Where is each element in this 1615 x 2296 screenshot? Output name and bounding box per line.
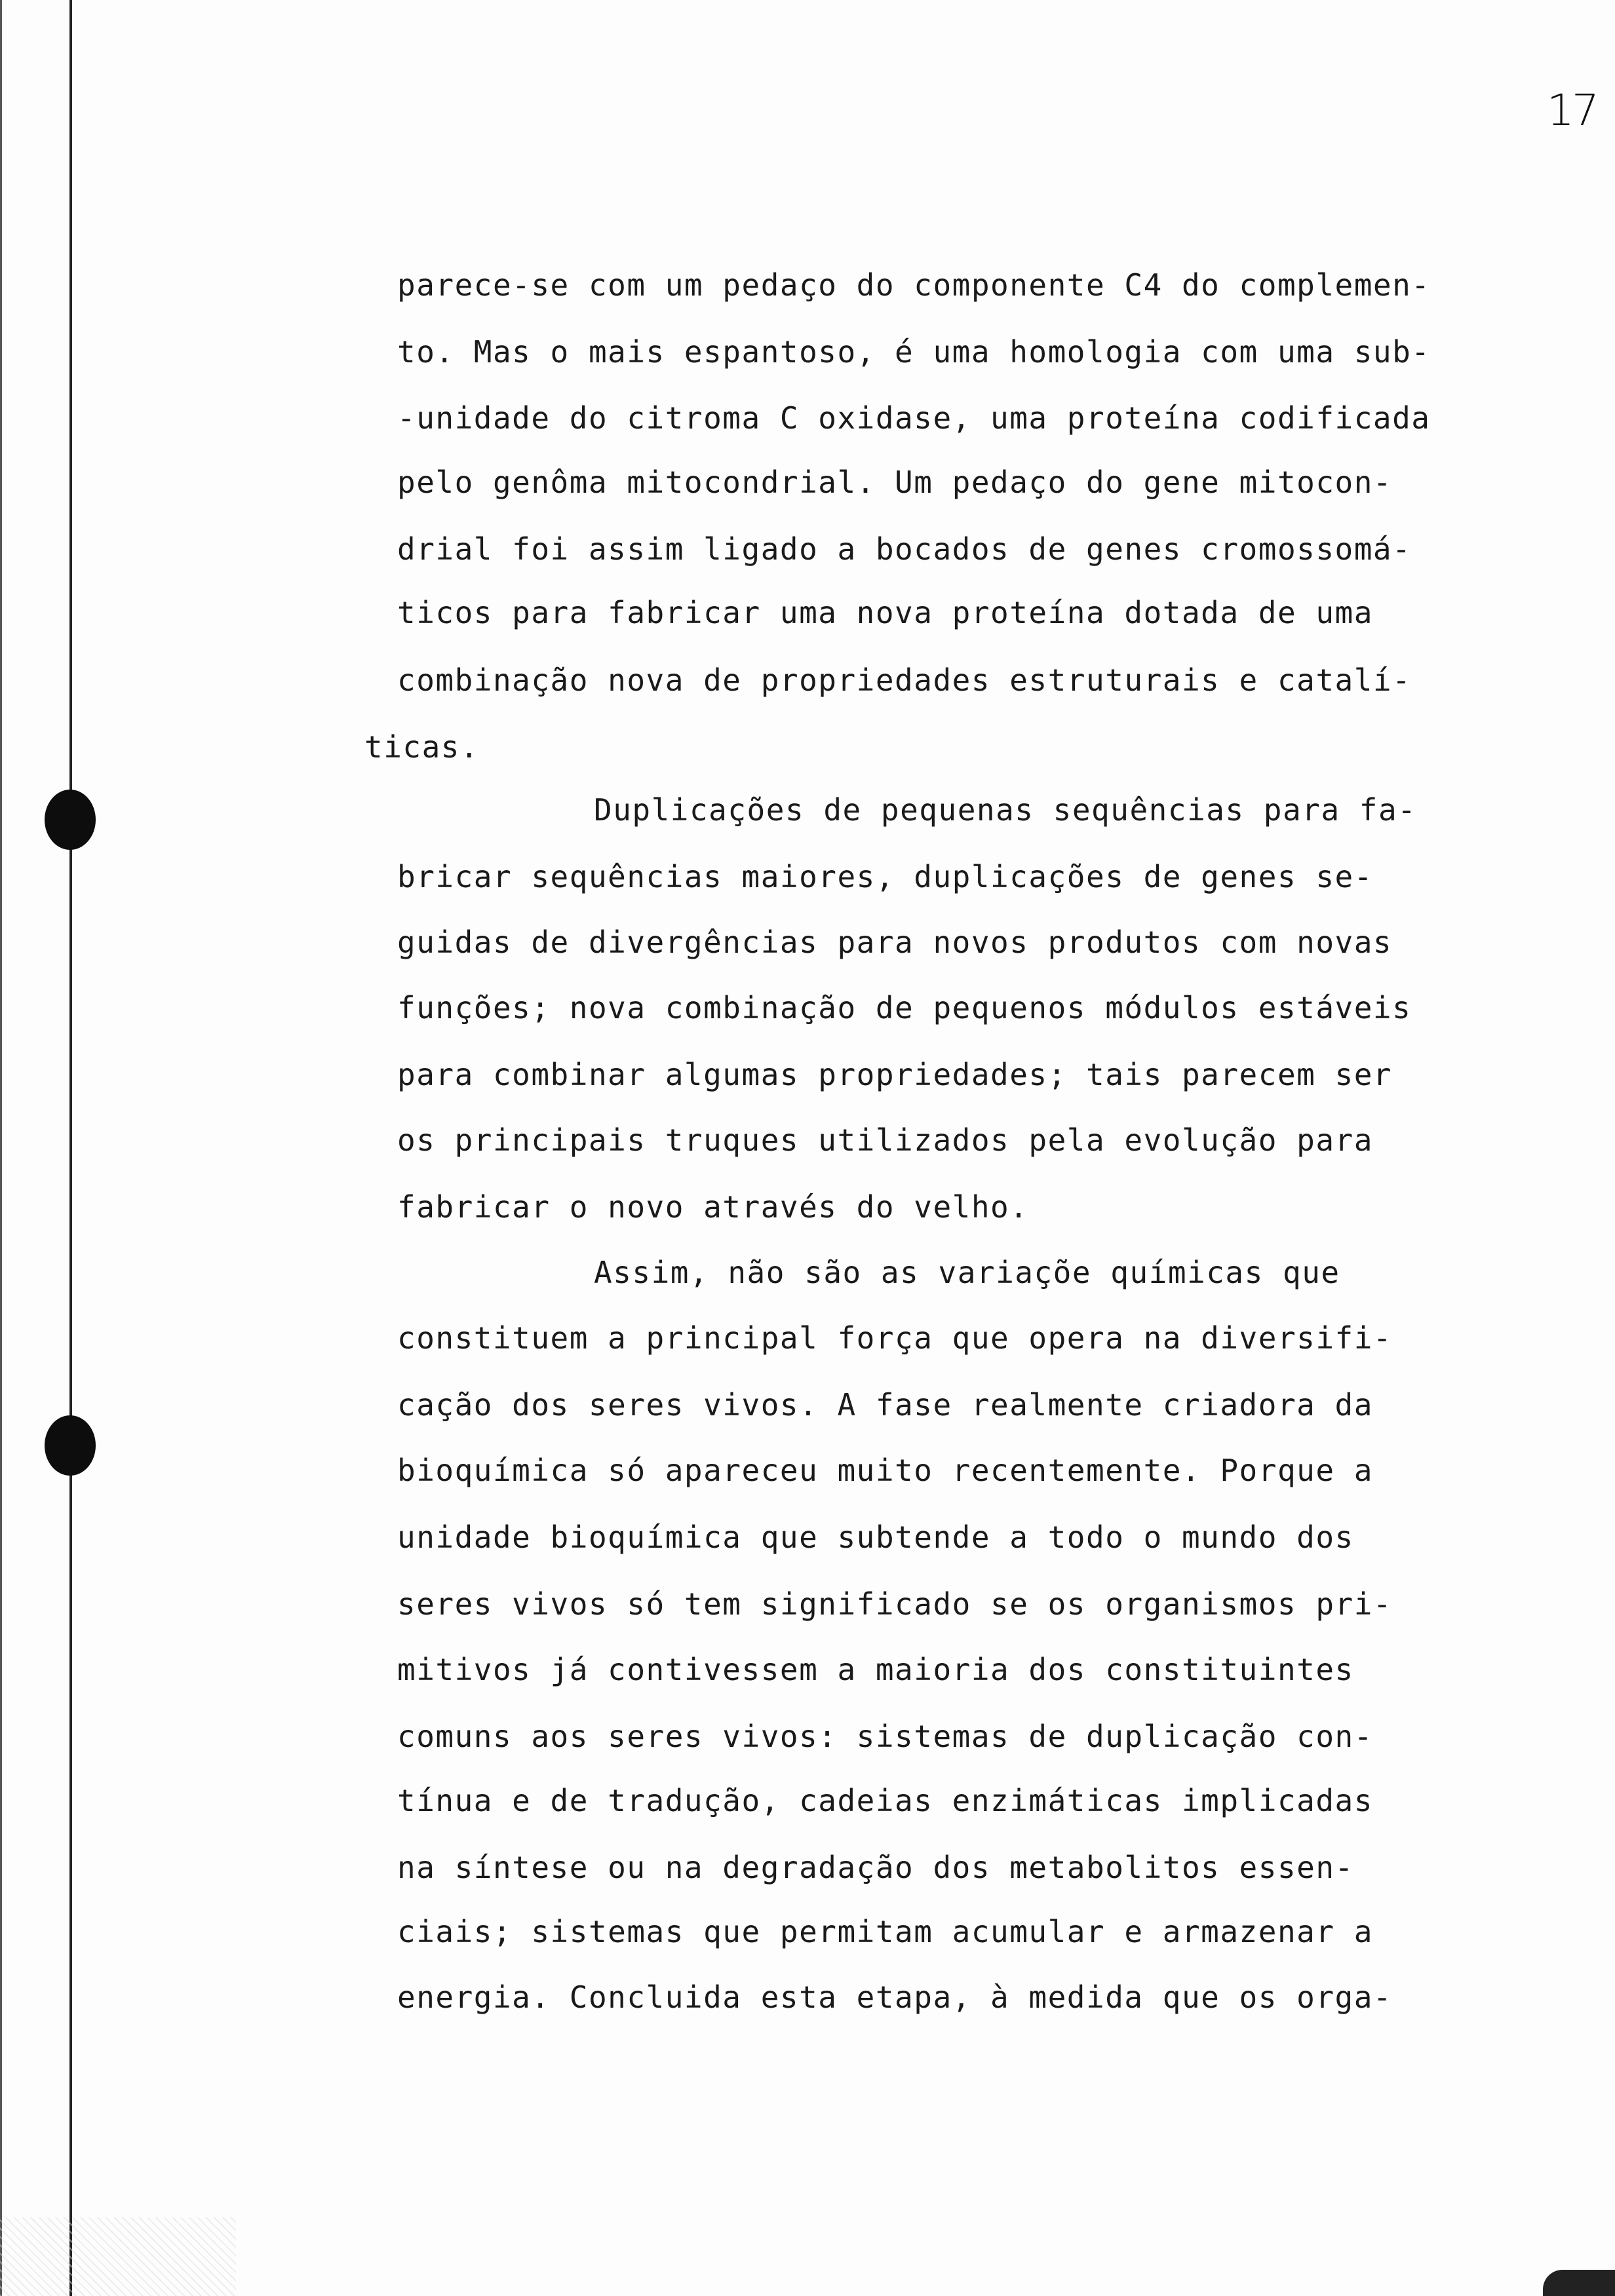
text-line: constituem a principal força que opera na diversifi- <box>397 1320 1393 1356</box>
page-number: 17 <box>1547 85 1597 136</box>
scan-corner-shadow <box>1543 2270 1615 2296</box>
paragraph-start: Assim, não são as variaçõe químicas que <box>594 1255 1340 1290</box>
scan-noise <box>0 2217 236 2296</box>
text-line: pelo genôma mitocondrial. Um pedaço do gene mitocon- <box>397 465 1393 500</box>
text-line: energia. Concluida esta etapa, à medida que os orga- <box>397 1980 1393 2015</box>
text-line: unidade bioquímica que subtende a todo o mundo dos <box>397 1520 1354 1555</box>
text-line: ticas. <box>364 729 480 765</box>
text-line: seres vivos só tem significado se os organismos pri- <box>397 1586 1393 1622</box>
margin-line <box>69 0 72 2296</box>
text-line: to. Mas o mais espantoso, é uma homologia com uma sub- <box>397 334 1431 370</box>
text-line: -unidade do citroma C oxidase, uma proteína codificada <box>397 400 1431 436</box>
text-line: bricar sequências maiores, duplicações de genes se- <box>397 859 1373 894</box>
punch-hole-icon <box>45 1415 96 1476</box>
text-line: ciais; sistemas que permitam acumular e armazenar a <box>397 1914 1373 1949</box>
text-line: guidas de divergências para novos produtos com novas <box>397 925 1393 960</box>
text-line: parece-se com um pedaço do componente C4 do complemen- <box>397 267 1431 303</box>
text-line: bioquímica só apareceu muito recentemente. Porque a <box>397 1453 1373 1488</box>
text-line: drial foi assim ligado a bocados de genes cromossomá- <box>397 531 1412 567</box>
paragraph-start: Duplicações de pequenas sequências para fa- <box>594 792 1417 828</box>
text-line: ticos para fabricar uma nova proteína dotada de uma <box>397 595 1373 630</box>
text-line: cação dos seres vivos. A fase realmente criadora da <box>397 1387 1373 1423</box>
text-line: comuns aos seres vivos: sistemas de duplicação con- <box>397 1719 1373 1754</box>
text-line: na síntese ou na degradação dos metabolitos essen- <box>397 1850 1354 1885</box>
text-line: mitivos já contivessem a maioria dos constituintes <box>397 1652 1354 1687</box>
text-line: para combinar algumas propriedades; tais parecem ser <box>397 1057 1393 1092</box>
text-line: funções; nova combinação de pequenos módulos estáveis <box>397 990 1412 1025</box>
page-left-edge <box>0 0 2 2296</box>
text-line: combinação nova de propriedades estruturais e catalí- <box>397 662 1412 698</box>
text-line: fabricar o novo através do velho. <box>397 1189 1029 1225</box>
text-line: os principais truques utilizados pela evolução para <box>397 1122 1373 1158</box>
punch-hole-icon <box>45 790 96 850</box>
text-line: tínua e de tradução, cadeias enzimáticas implicadas <box>397 1783 1373 1818</box>
